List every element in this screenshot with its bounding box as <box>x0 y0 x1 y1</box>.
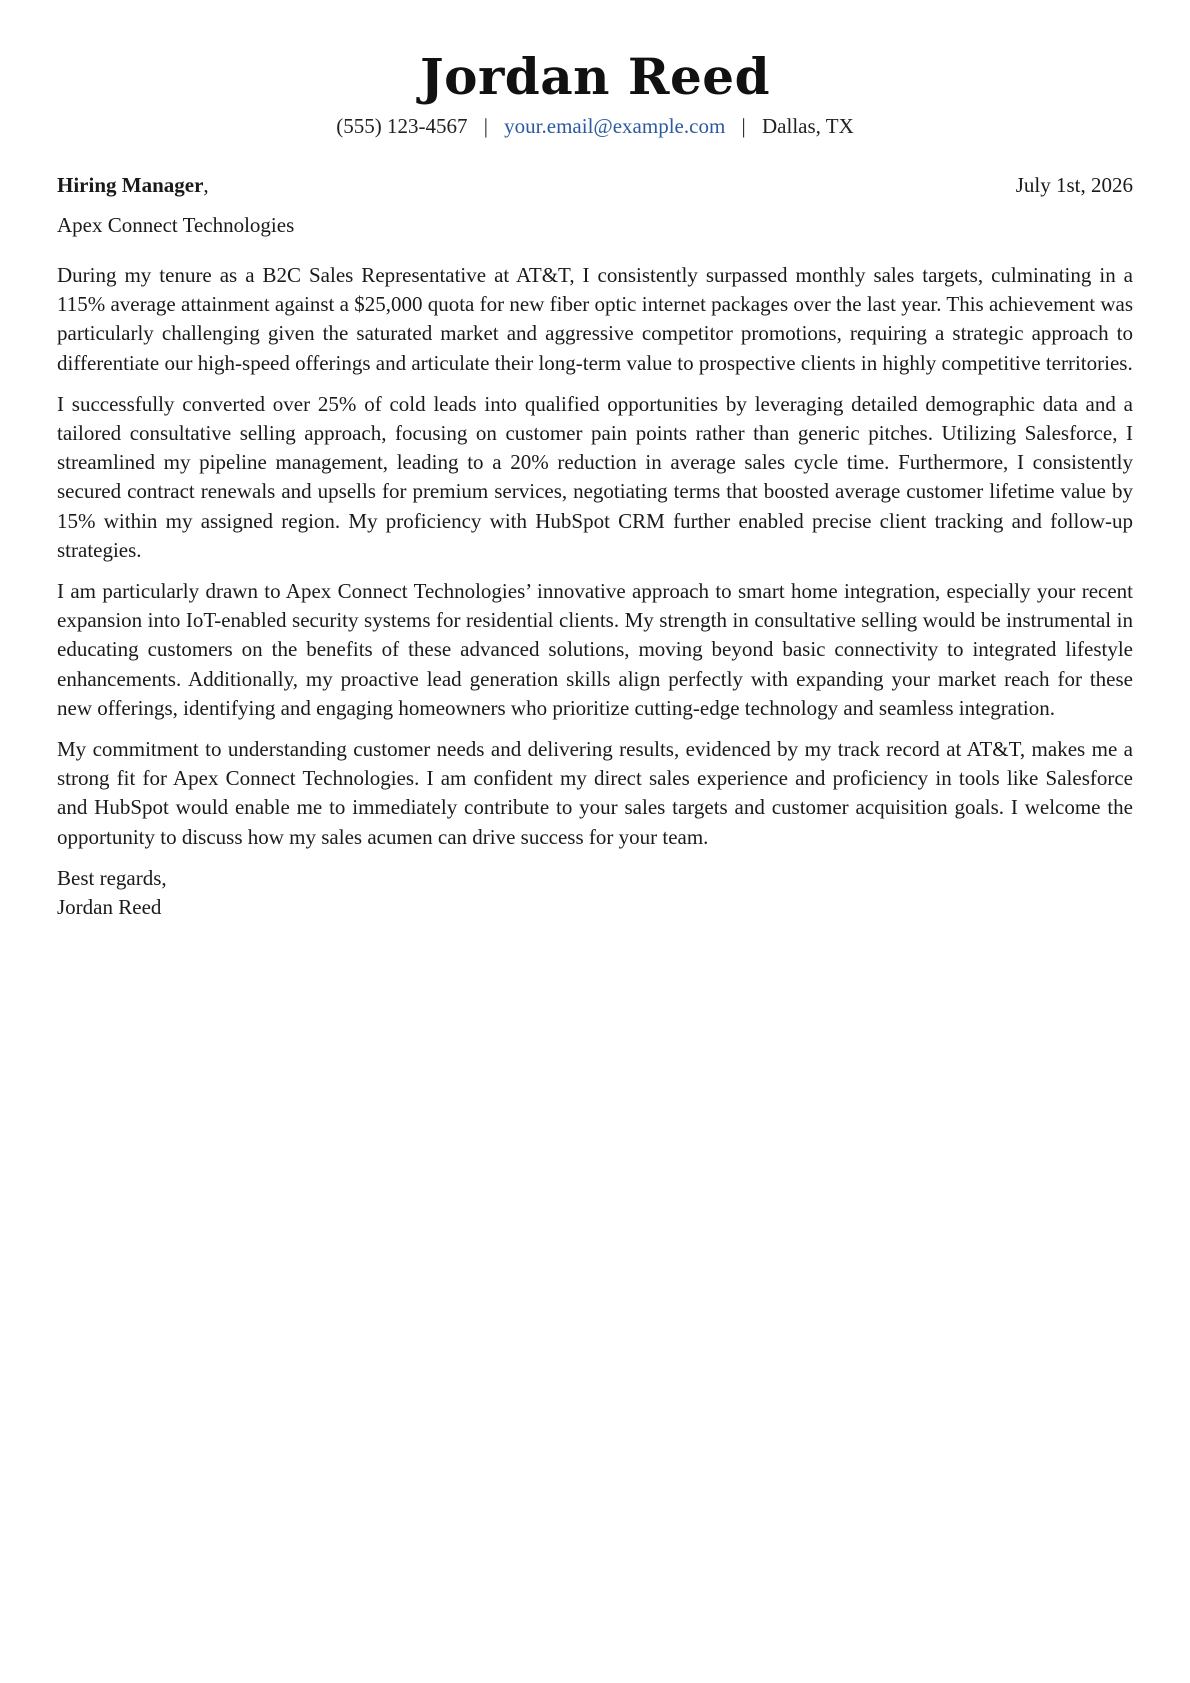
body-paragraph: I am particularly drawn to Apex Connect Technologies’ innovative approach to smart home integration, especially your recent expansion into IoT-enabled security systems for residential clients. My strength in consultative selling would be instrumental in educating customers on the benefits of these advanced solutions, moving beyond basic connectivity to integrated lifestyle enhancements. Additionally, my proactive lead generation skills align perfectly with expanding your market reach for these new offerings, identifying and engaging homeowners who prioritize cutting-edge technology and seamless integration. <box>57 579 1133 720</box>
closing-phrase: Best regards, <box>57 865 167 890</box>
contact-line <box>57 112 1133 140</box>
closing-block <box>57 864 1133 922</box>
location: Dallas, TX <box>762 114 854 138</box>
salutation <box>57 171 209 199</box>
email-link[interactable]: your.email@example.com <box>504 114 726 138</box>
letter-body <box>57 261 1133 852</box>
signature-name: Jordan Reed <box>57 894 162 919</box>
contact-separator: | <box>741 114 746 138</box>
cover-letter-page <box>57 0 1133 922</box>
salutation-row <box>57 171 1133 199</box>
recipient-suffix: , <box>203 173 209 197</box>
body-paragraph: During my tenure as a B2C Sales Representative at AT&T, I consistently surpassed monthly sales targets, culminating in a 115% average attainment against a $25,000 quota for new fiber optic internet packages over the last year. This achievement was particularly challenging given the saturated market and aggressive competitor promotions, requiring a strategic approach to differentiate our high-speed offerings and articulate their long-term value to prospective clients in highly competitive territories. <box>57 263 1133 375</box>
body-paragraph: My commitment to understanding customer needs and delivering results, evidenced by my track record at AT&T, makes me a strong fit for Apex Connect Technologies. I am confident my direct sales experience and proficiency in tools like Salesforce and HubSpot would enable me to immediately contribute to your sales targets and customer acquisition goals. I welcome the opportunity to discuss how my sales acumen can drive success for your team. <box>57 737 1133 849</box>
body-paragraph: I successfully converted over 25% of cold leads into qualified opportunities by leveraging detailed demographic data and a tailored consultative selling approach, focusing on customer pain points rather than generic pitches. Utilizing Salesforce, I streamlined my pipeline management, leading to a 20% reduction in average sales cycle time. Furthermore, I consistently secured contract renewals and upsells for premium services, negotiating terms that boosted average customer lifetime value by 15% within my assigned region. My proficiency with HubSpot CRM further enabled precise client tracking and follow-up strategies. <box>57 391 1133 562</box>
recipient-title: Hiring Manager <box>57 173 204 197</box>
letter-date: July 1st, 2026 <box>1015 173 1133 197</box>
phone-number: (555) 123-4567 <box>336 114 468 138</box>
contact-separator: | <box>483 114 488 138</box>
applicant-name: Jordan Reed <box>419 47 771 106</box>
company-name: Apex Connect Technologies <box>57 213 295 237</box>
